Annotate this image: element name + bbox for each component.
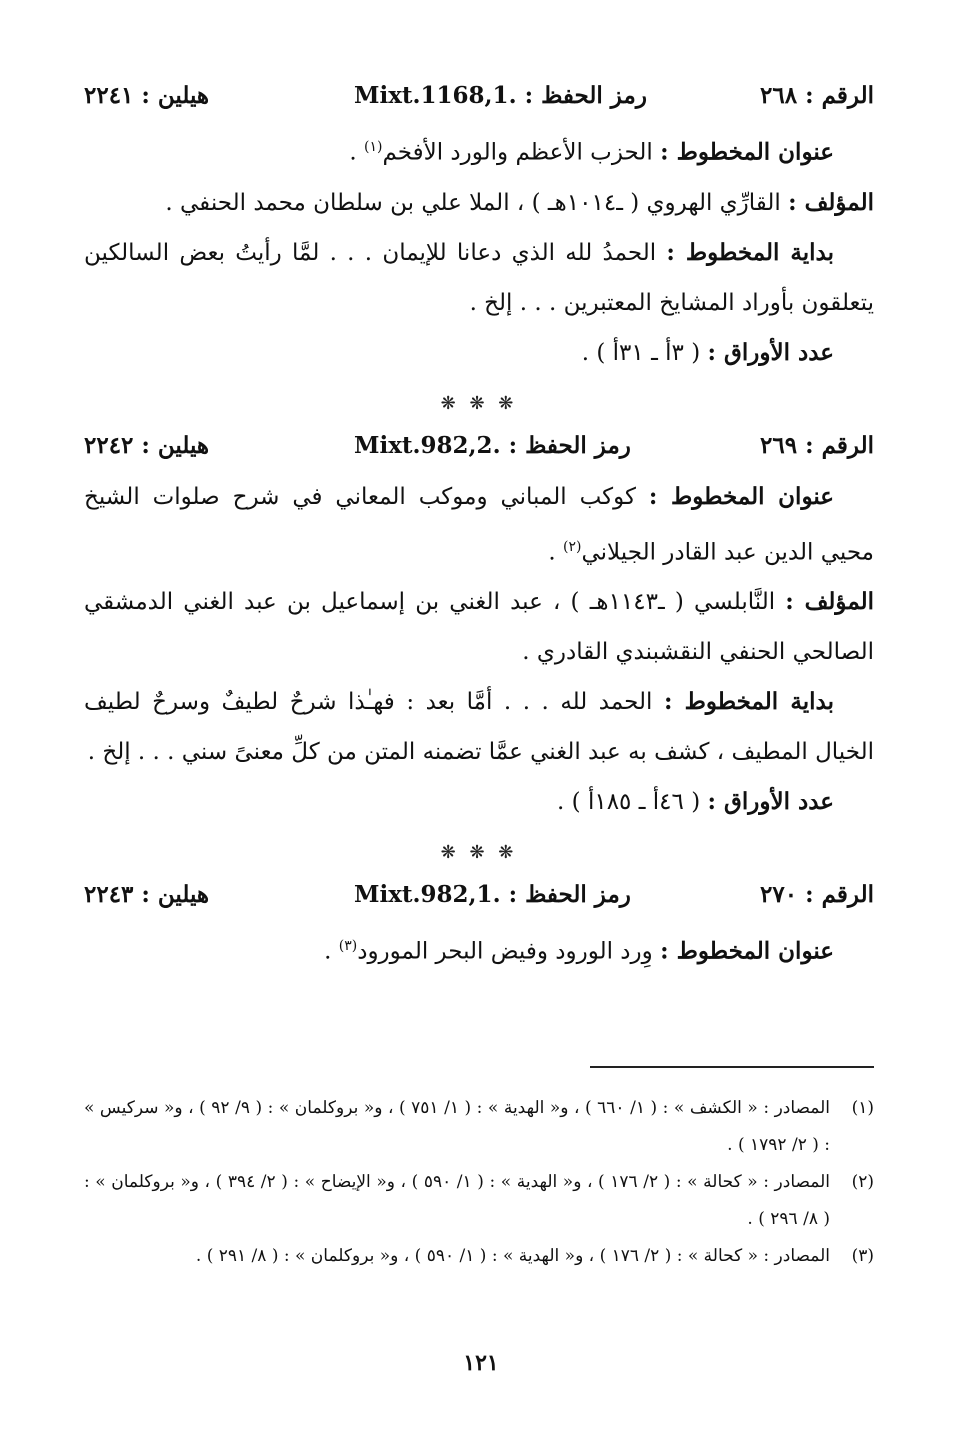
page-number: ١٢١ — [463, 1350, 499, 1376]
footnote-item — [84, 1164, 874, 1238]
footnote-number: (١) — [851, 1098, 874, 1118]
footnote-text: المصادر : « كحالة » : ( ٢/ ١٧٦ ) ، و« الهدية » : ( ١/ ٥٩٠ ) ، و« بروكلمان » : ( ٨/ ٢٩١ ) . — [195, 1246, 830, 1266]
entry-268 — [84, 82, 874, 977]
manuscript-author — [84, 178, 874, 228]
footnote-ref: (١) — [363, 139, 383, 155]
title-end: . — [548, 539, 564, 566]
title-text: وِرد الورود وفيض البحر المورود — [357, 938, 653, 965]
section-separator: ❋ ❋ ❋ — [440, 392, 518, 414]
shelf-mark: رمز الحفظ : .Mixt.1168,1 — [354, 82, 647, 109]
title-label: عنوان المخطوط : — [648, 482, 834, 510]
helin-number: هيلين : ٢٢٤٣ — [84, 881, 210, 909]
helin-number: هيلين : ٢٢٤٢ — [84, 431, 210, 459]
footnote-text: المصادر : « الكشف » : ( ١/ ٦٦٠ ) ، و« الهدية » : ( ١/ ٧٥١ ) ، و« بروكلمان » : ( ٩/ ٩٢ ) ، و« سركيس » : ( ٢/ ١٧٩٢ ) . — [84, 1098, 831, 1155]
shelf-mark: رمز الحفظ : .Mixt.982,2 — [354, 431, 631, 459]
incipit-label: بداية المخطوط : — [666, 238, 834, 266]
manuscript-incipit — [84, 677, 874, 777]
author-text: القارِّي الهروي ( ـ١٠١٤هـ ) ، الملا علي بن سلطان محمد الحنفي . — [165, 189, 781, 216]
entry-header — [84, 881, 874, 921]
footnote-ref: (٢) — [563, 538, 582, 555]
folios-text: ( ٣أ ـ ٣١أ ) . — [581, 339, 701, 366]
entry-number: الرقم : ٢٦٩ — [760, 431, 874, 459]
author-text: النَّابلسي ( ـ١١٤٣هـ ) ، عبد الغني بن إسماعيل بن عبد الغني الدمشقي الصالحي الحنفي النقشبندي القادري . — [84, 589, 874, 666]
author-label: المؤلف : — [788, 188, 874, 216]
footnote-item — [84, 1238, 874, 1275]
entry-number: الرقم : ٢٦٨ — [760, 82, 874, 109]
section-separator: ❋ ❋ ❋ — [440, 842, 518, 864]
footnote-number: (٢) — [851, 1172, 874, 1192]
footnote-item — [84, 1090, 874, 1164]
title-label: عنوان المخطوط : — [660, 138, 834, 166]
manuscript-incipit — [84, 228, 874, 328]
manuscript-folios — [84, 328, 874, 378]
author-label: المؤلف : — [785, 588, 875, 616]
incipit-label: بداية المخطوط : — [663, 688, 834, 716]
footnote-divider — [590, 1066, 874, 1068]
title-text: الحزب الأعظم والورد الأفخم — [382, 139, 653, 166]
footnote-text: المصادر : « كحالة » : ( ٢/ ١٧٦ ) ، و« الهدية » : ( ١/ ٥٩٠ ) ، و« الإيضاح » : ( ٢/ ٣٩٤ ) ، و« بروكلمان » : ( ٨/ ٢٩٦ ) . — [84, 1172, 830, 1229]
title-end: . — [324, 938, 339, 965]
footnote-number: (٣) — [851, 1246, 874, 1266]
title-text: كوكب المباني وموكب المعاني في شرح صلوات الشيخ محيي الدين عبد القادر الجيلاني — [84, 483, 874, 566]
entry-header — [84, 82, 874, 122]
incipit-text: الحمدُ لله الذي دعانا للإيمان . . . لمَّا رأيتُ بعض السالكين يتعلقون بأوراد المشايخ المعتبرين . . . إلخ . — [84, 239, 874, 316]
manuscript-folios — [84, 777, 874, 827]
footnote-ref: (٣) — [338, 938, 358, 955]
entry-header — [84, 432, 874, 472]
entry-number: الرقم : ٢٧٠ — [760, 881, 874, 909]
title-label: عنوان المخطوط : — [660, 937, 834, 965]
manuscript-author — [84, 577, 874, 677]
folios-label: عدد الأوراق : — [707, 788, 834, 816]
manuscript-title — [84, 472, 874, 578]
incipit-text: الحمد لله . . . أمَّا بعد : فهـٰذا شرحٌ لطيفٌ وسرحٌ لطيف الخيال المطيف ، كشف به عبد الغني عمَّا تضمنه المتن من كلِّ معنىً سني . . . إلخ . — [84, 689, 874, 766]
manuscript-title — [84, 122, 874, 178]
folios-text: ( ٤٦أ ـ ١٨٥أ ) . — [557, 789, 701, 816]
footnotes — [84, 1090, 874, 1275]
shelf-mark: رمز الحفظ : .Mixt.982,1 — [354, 881, 631, 909]
helin-number: هيلين : ٢٢٤١ — [84, 82, 210, 109]
manuscript-title — [84, 921, 874, 977]
title-end: . — [349, 139, 364, 166]
folios-label: عدد الأوراق : — [707, 338, 834, 366]
